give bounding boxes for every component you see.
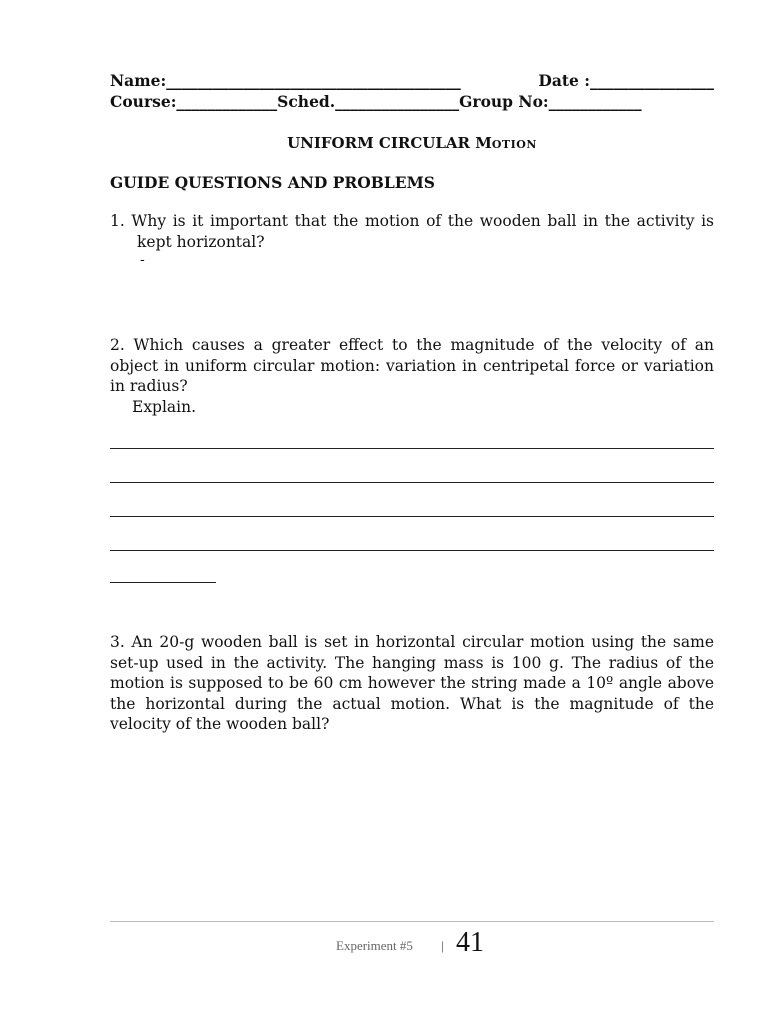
- title-main: UNIFORM CIRCULAR M: [287, 134, 492, 152]
- title-smallcaps: OTION: [491, 138, 537, 151]
- question-1: 1. Why is it important that the motion of the wooden ball in the activity is kept horizontal?: [110, 212, 714, 251]
- date-label: Date :: [538, 71, 590, 90]
- footer-separator: |: [441, 938, 444, 953]
- question-3: 3. An 20-g wooden ball is set in horizontal circular motion using the same set-up used in the activity. The hanging mass is 100 g. The radius of the motion is supposed to be 60 cm however the string made a 10º angle above the horizontal during the actual motion. What is the magnitude of the velocity of the wooden ball?: [110, 633, 714, 733]
- answer-line[interactable]: [110, 582, 216, 583]
- question-1-answer[interactable]: -: [140, 252, 145, 268]
- header-row-name-date: [110, 71, 714, 91]
- group-label: Group No:: [459, 92, 549, 111]
- group-blank[interactable]: ____________: [548, 92, 642, 111]
- answer-line[interactable]: [110, 482, 714, 483]
- worksheet-page: [110, 0, 714, 1024]
- sched-label: Sched.: [277, 92, 336, 111]
- section-heading: GUIDE QUESTIONS AND PROBLEMS: [110, 173, 435, 192]
- answer-line[interactable]: [110, 448, 714, 449]
- header-row-course-sched-group: [110, 92, 714, 112]
- name-blank[interactable]: ______________________________________: [166, 71, 461, 90]
- sched-blank[interactable]: ________________: [335, 92, 460, 111]
- question-2-explain: Explain.: [132, 398, 197, 416]
- footer-divider: [110, 921, 714, 922]
- date-blank[interactable]: ________________: [590, 71, 714, 90]
- name-label: Name:: [110, 71, 167, 90]
- course-blank[interactable]: _____________: [176, 92, 278, 111]
- footer-experiment: Experiment #5: [336, 938, 413, 953]
- page-number: 41: [456, 927, 484, 958]
- answer-line[interactable]: [110, 550, 714, 551]
- course-label: Course:: [110, 92, 177, 111]
- question-2: 2. Which causes a greater effect to the magnitude of the velocity of an object in uniform circular motion: variation in centripetal force or variation in radius?: [110, 336, 714, 395]
- page-title: [110, 133, 714, 155]
- page-footer: [110, 928, 714, 958]
- answer-line[interactable]: [110, 516, 714, 517]
